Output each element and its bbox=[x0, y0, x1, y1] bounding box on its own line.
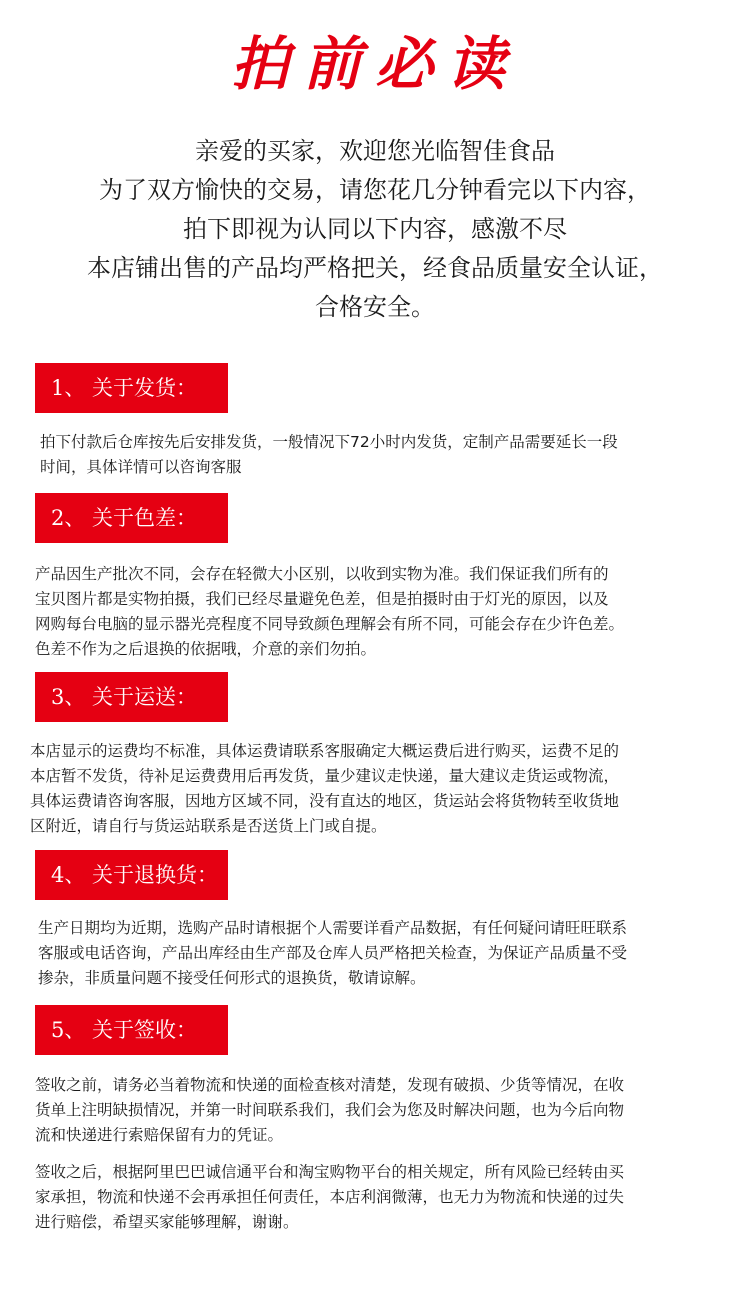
section-body-receipt-after bbox=[35, 1160, 624, 1235]
section-line: 生产日期均为近期，选购产品时请根据个人需要详看产品数据，有任何疑问请旺旺联系 bbox=[38, 919, 628, 937]
section-line: 宝贝图片都是实物拍摄，我们已经尽量避免色差，但是拍摄时由于灯光的原因，以及 bbox=[35, 590, 609, 608]
intro-line: 拍下即视为认同以下内容，感激不尽 bbox=[183, 215, 567, 243]
section-line: 本店暂不发货，待补足运费费用后再发货，量少建议走快递，量大建议走货运或物流， bbox=[30, 767, 620, 785]
section-body-shipping bbox=[40, 430, 618, 480]
section-line: 本店显示的运费均不标准，具体运费请联系客服确定大概运费后进行购买，运费不足的 bbox=[30, 742, 620, 760]
section-line: 产品因生产批次不同，会存在轻微大小区别，以收到实物为准。我们保证我们所有的 bbox=[35, 565, 609, 583]
intro-line: 亲爱的买家，欢迎您光临智佳食品 bbox=[195, 137, 555, 165]
section-line: 签收之前，请务必当着物流和快递的面检查核对清楚，发现有破损、少货等情况，在收 bbox=[35, 1076, 625, 1094]
section-heading-shipping: 1、 关于发货： bbox=[35, 363, 228, 413]
section-body-delivery bbox=[30, 739, 619, 839]
intro-line: 为了双方愉快的交易，请您花几分钟看完以下内容， bbox=[99, 176, 651, 204]
intro-text bbox=[0, 132, 750, 327]
section-line: 时间，具体详情可以咨询客服 bbox=[40, 458, 242, 476]
section-line: 拍下付款后仓库按先后安排发货，一般情况下72小时内发货，定制产品需要延长一段 bbox=[40, 433, 618, 451]
section-line: 掺杂，非质量问题不接受任何形式的退换货，敬请谅解。 bbox=[38, 969, 426, 987]
section-heading-receipt: 5、 关于签收： bbox=[35, 1005, 228, 1055]
section-heading-delivery: 3、 关于运送： bbox=[35, 672, 228, 722]
section-heading-color-difference: 2、 关于色差： bbox=[35, 493, 228, 543]
section-line: 色差不作为之后退换的依据哦，介意的亲们勿拍。 bbox=[35, 640, 377, 658]
section-line: 货单上注明缺损情况，并第一时间联系我们，我们会为您及时解决问题，也为今后向物 bbox=[35, 1101, 625, 1119]
section-body-returns bbox=[38, 916, 627, 991]
intro-line: 合格安全。 bbox=[315, 293, 435, 321]
section-line: 客服或电话咨询，产品出库经由生产部及仓库人员严格把关检查，为保证产品质量不受 bbox=[38, 944, 628, 962]
section-line: 流和快递进行索赔保留有力的凭证。 bbox=[35, 1126, 284, 1144]
intro-line: 本店铺出售的产品均严格把关，经食品质量安全认证， bbox=[87, 254, 663, 282]
section-line: 进行赔偿，希望买家能够理解，谢谢。 bbox=[35, 1213, 299, 1231]
section-line: 网购每台电脑的显示器光亮程度不同导致颜色理解会有所不同，可能会存在少许色差。 bbox=[35, 615, 625, 633]
section-body-color-difference bbox=[35, 562, 624, 662]
page-title: 拍前必读 bbox=[230, 30, 519, 98]
section-line: 家承担，物流和快递不会再承担任何责任，本店利润微薄，也无力为物流和快递的过失 bbox=[35, 1188, 625, 1206]
section-heading-returns: 4、 关于退换货： bbox=[35, 850, 228, 900]
section-line: 区附近，请自行与货运站联系是否送货上门或自提。 bbox=[30, 817, 387, 835]
section-body-receipt-before bbox=[35, 1073, 624, 1148]
section-line: 具体运费请咨询客服，因地方区域不同，没有直达的地区，货运站会将货物转至收货地 bbox=[30, 792, 620, 810]
section-line: 签收之后，根据阿里巴巴诚信通平台和淘宝购物平台的相关规定，所有风险已经转由买 bbox=[35, 1163, 625, 1181]
